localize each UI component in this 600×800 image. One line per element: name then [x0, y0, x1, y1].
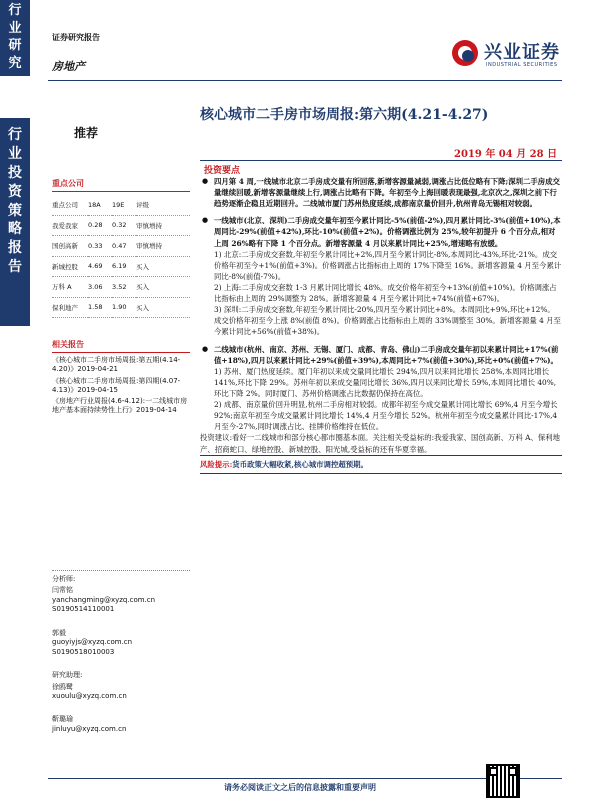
bullet-point: ● 四月第 4 周,一线城市北京二手房成交量有所回落,新增客源量减弱,调涨占比低位略有下降;深圳二手房成交量继续回暖,新增客源量继续上行,调涨占比略有下降。年初至今上海回暖表现最强,北京次之,深圳之前下行趋势逐渐企稳且近期回升。二线城市厦门苏州热度延续,成都南京量价回升,杭州青岛无锡相对较弱。: [200, 176, 562, 209]
analyst-email[interactable]: guoyiyjs@xyzq.com.cn: [52, 638, 133, 647]
key-companies-table: [52, 195, 190, 318]
bullet-point: ● 二线城市(杭州、南京、苏州、无锡、厦门、成都、青岛、佛山)二手房成交量年初以来累计同比+17%(前值+18%),四月以来累计同比+29%(前值+39%),本周同比+7%(前值+30%),环比+0%(前值+7%)。: [200, 344, 562, 366]
logo-text: 兴业证券: [484, 42, 560, 63]
sub-point: 1) 北京:二手房成交套数,年初至今累计同比+2%,四月至今累计同比-8%,本周同比-43%,环比-21%。成交价格年初至今+1%(前值+3%)。价格调涨占比指标由上周的 17%下降至 16%。新增客源量 4 月至今累计同比-8%(前值-7%)。: [214, 249, 562, 281]
table-row: 国创高新 0.33 0.47 审慎增持: [52, 236, 190, 257]
analyst-entry: 分析师: 闫常铭 yanchangming@xyzq.com.cn S0190514110001: [52, 575, 190, 615]
sub-point: 2) 成都、南京量价回升明显,杭州二手房相对较弱。成都年初至今成交量累计同比增长 69%,4 月至今增长 92%;南京年初至今成交量累计同比增长 14%,4 月至今增长 52%。杭州年初至今成交量累计同比-17%,4 月至今-27%,同时调涨占比、挂牌价格维持在低位。: [214, 400, 558, 432]
date-divider: [200, 160, 562, 161]
related-reports: [52, 340, 190, 415]
logo-subtext: INDUSTRIAL SECURITIES: [486, 62, 558, 68]
footer-divider: [48, 778, 562, 779]
company-logo: [452, 36, 562, 76]
related-report-link[interactable]: 《核心城市二手房市场周报:第四期(4.07-4.13)》2019-04-15: [52, 376, 181, 394]
table-row: 重点公司 18A 19E 评级: [52, 195, 190, 215]
main-content: [200, 176, 562, 474]
risk-label: 风险提示:: [200, 459, 233, 469]
table-row: 新城控股 4.69 6.19 买入: [52, 256, 190, 277]
analyst-email[interactable]: yanchangming@xyzq.com.cn: [52, 595, 156, 604]
related-reports-heading: 相关报告: [52, 340, 190, 353]
analyst-name: 靳璐瑜: [52, 715, 73, 724]
analyst-name: 徐鸥鹭: [52, 682, 73, 691]
related-report-link[interactable]: 《房地产行业周报(4.6-4.12):一二线城市房地产基本面持续势性上行》2019-04-14: [52, 396, 188, 414]
logo-mark-icon: [452, 40, 478, 66]
sidebar-report-type: 行 业 投 资 策 略 报 告: [0, 118, 30, 326]
risk-text: 货币政策大幅收紧,核心城市调控超预期。: [232, 459, 368, 469]
sidebar-industry-research: 行 业 研 究: [0, 0, 30, 76]
footer-disclaimer: 请务必阅读正文之后的信息披露和重要声明: [224, 783, 376, 792]
header-divider: [48, 80, 562, 81]
summary-heading: 投资要点: [204, 166, 241, 176]
rating-label: 推荐: [74, 126, 99, 140]
sub-point: 1) 苏州、厦门热度延续。厦门年初以来成交量同比增长 294%,四月以来同比增长 258%,本周同比增长 141%,环比下降 29%。苏州年初以来成交量同比增长 36%,四月以来同比增长 59%,本周同比增长 40%,环比下降 2%。同时厦门、苏州价格调涨占比数据仍保持在高位。: [214, 366, 557, 398]
qr-code-icon: [486, 764, 520, 798]
related-report-link[interactable]: 《核心城市二手房市场周报:第五期(4.14-4.20)》2019-04-21: [52, 356, 181, 374]
report-series-label: 证券研究报告: [52, 33, 100, 42]
bullet-point: ● 一线城市(北京、深圳)二手房成交量年初至今累计同比-5%(前值-2%),四月累计同比-3%(前值+10%),本周同比-29%(前值+42%),环比-10%(前值+2%)。价格调涨比例为 25%,较年初提升 6 个百分点,相对上周 26%略有下降 1 个百分点。新增客源量 4 月以来累计同比+25%,增速略有放缓。: [200, 215, 562, 248]
key-companies-heading: 重点公司: [52, 178, 190, 192]
analyst-email[interactable]: xuoulu@xyzq.com.cn: [52, 691, 127, 700]
report-title: 核心城市二手房市场周报:第六期(4.21-4.27): [200, 107, 489, 123]
sub-point: 2) 上海:二手房成交套数 1-3 月累计同比增长 48%。成交价格年初至今+13%(前值+10%)。价格调涨占比指标由上周的 29%调整为 28%。新增客源量 4 月至今累计同比+74%(前值+67%)。: [214, 282, 557, 304]
analyst-id: S0190518010003: [52, 647, 115, 656]
risk-warning: [200, 455, 562, 474]
sector-label: 房地产: [52, 60, 85, 73]
table-row: 万科 A 3.06 3.52 买入: [52, 277, 190, 298]
analyst-entry: [52, 715, 190, 734]
table-row: 保利地产 1.58 1.90 买入: [52, 297, 190, 318]
analyst-email[interactable]: jinluyu@xyzq.com.cn: [52, 724, 127, 733]
analyst-list: [52, 570, 190, 748]
analyst-id: S0190514110001: [52, 605, 115, 614]
analyst-name: 郭毅: [52, 628, 66, 637]
left-column: [52, 178, 190, 417]
investment-advice: 投资建议:看好一二线城市和部分核心都市圈基本面。关注相关受益标的:我爱我家、国创高新、万科 A、保利地产、招商蛇口、绿地控股、新城控股、阳光城,受益标的还有华夏幸福。: [200, 433, 561, 454]
analyst-name: 闫常铭: [52, 586, 73, 595]
analyst-entry: 研究助理: 徐鸥鹭 xuoulu@xyzq.com.cn: [52, 671, 190, 701]
table-row: 我爱我家 0.28 0.32 审慎增持: [52, 215, 190, 236]
sub-point: 3) 深圳:二手房成交套数,年初至今累计同比-20%,四月至今累计同比+8%。本周同比+9%,环比+12%。成交价格年初至今上涨 8%(前值 8%)。价格调涨占比指标由上周的 33%调整至 30%。新增客源量 4 月至今累计同比+56%(前值+38%)。: [214, 305, 561, 337]
report-date: 2019 年 04 月 28 日: [454, 149, 558, 160]
analyst-entry: [52, 629, 190, 657]
